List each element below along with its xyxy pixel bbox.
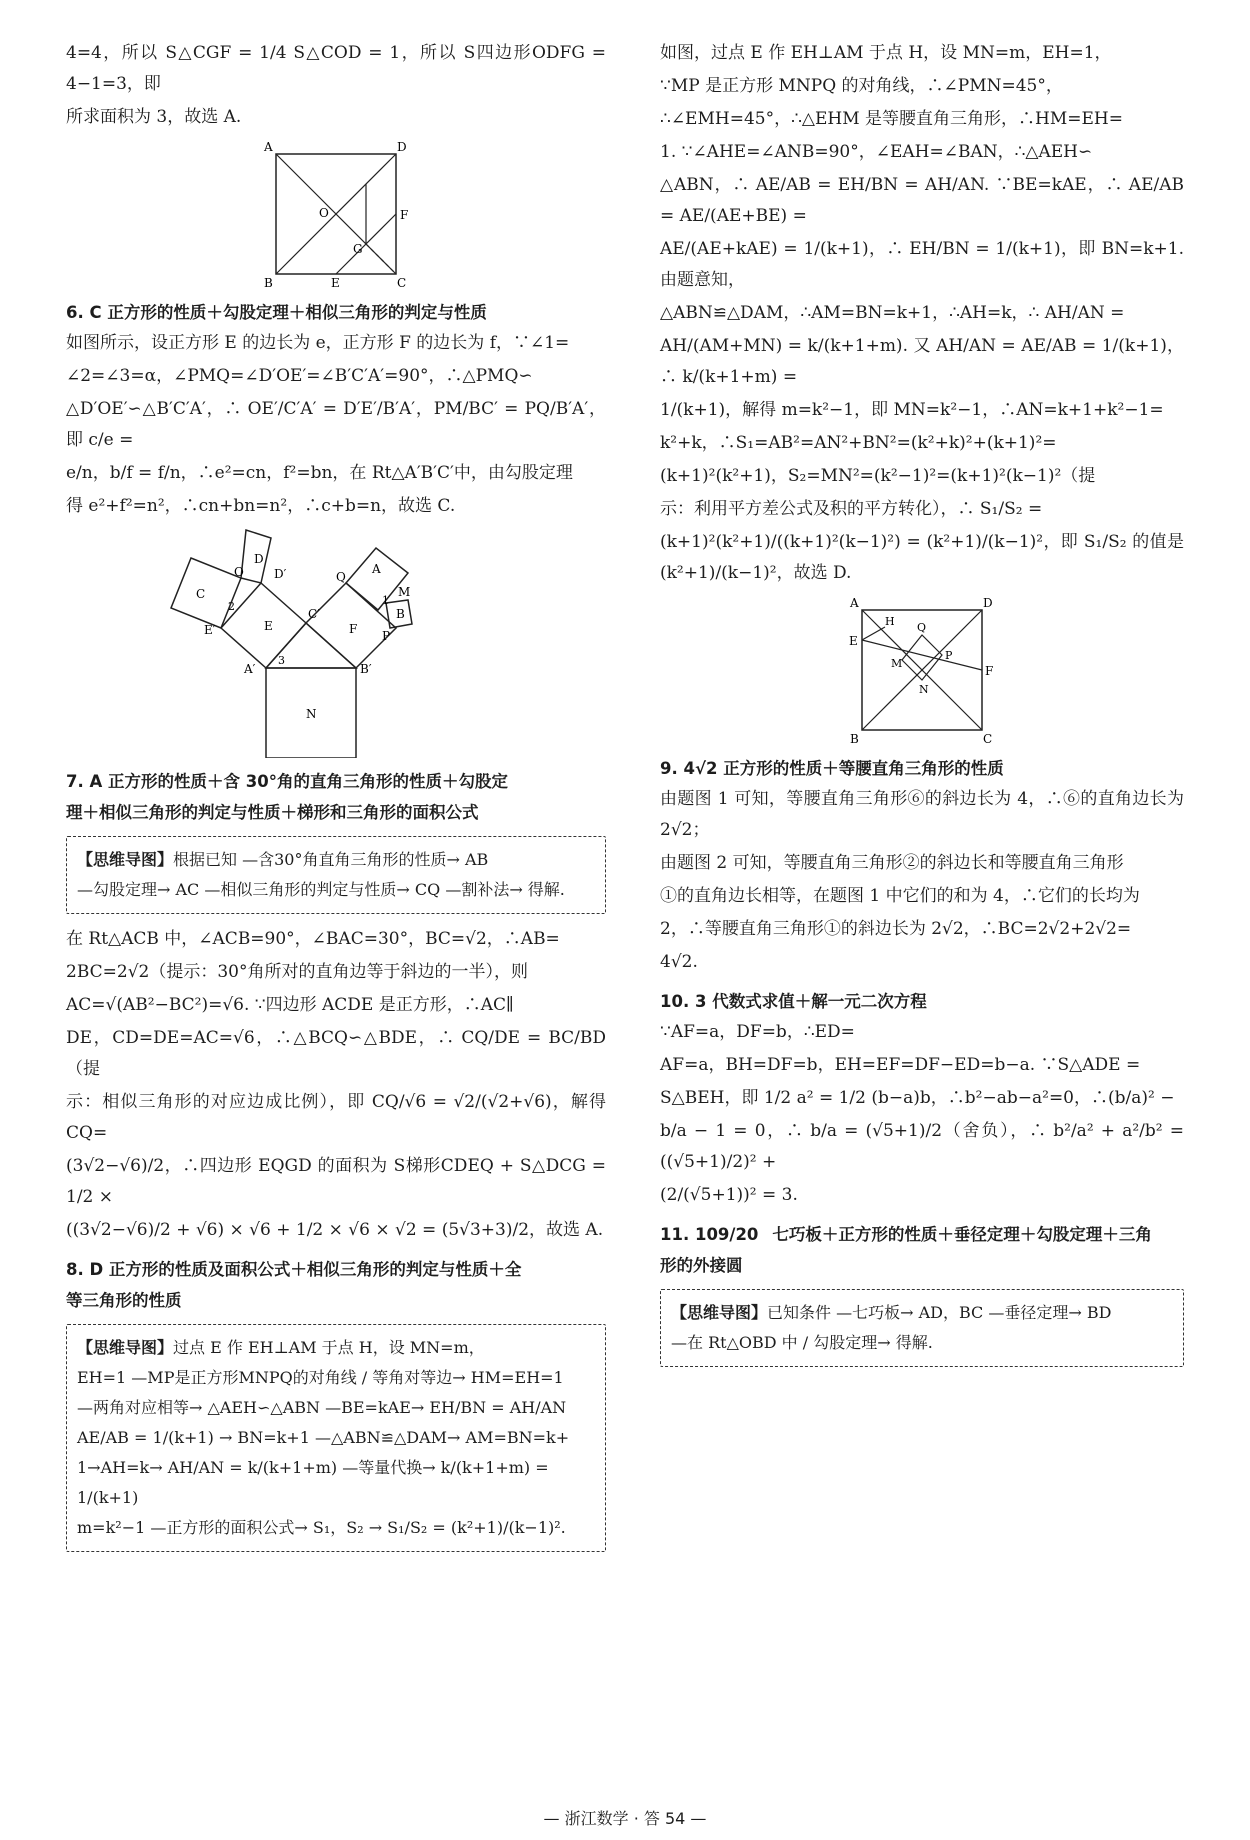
text-line: AC=√(AB²−BC²)=√6. ∵四边形 ACDE 是正方形，∴AC∥ <box>66 995 514 1015</box>
label-n: N <box>306 707 317 721</box>
label-h: H <box>885 615 895 628</box>
text-line: △ABN≌△DAM，∴AM=BN=k+1，∴AH=k，∴ AH/AN = <box>660 303 1125 323</box>
label-f: F <box>349 622 358 636</box>
text-line: 如图所示，设正方形 E 的边长为 e，正方形 F 的边长为 f，∵∠1= <box>66 333 570 353</box>
text-line: 由题图 2 可知，等腰直角三角形②的斜边长和等腰直角三角形 <box>660 853 1124 873</box>
label-bprime: B′ <box>360 662 372 676</box>
label-c: C <box>983 732 993 745</box>
text-line: 示：相似三角形的对应边成比例），即 CQ/√6 = √2/(√2+√6)，解得 CQ= <box>66 1092 606 1143</box>
text-line: 如图，过点 E 作 EH⊥AM 于点 H，设 MN=m，EH=1， <box>660 43 1112 63</box>
text-line: ∵AF=a，DF=b，∴ED= <box>660 1022 855 1042</box>
text-line: 2BC=2√2（提示：30°角所对的直角边等于斜边的一半），则 <box>66 962 528 982</box>
label-a: A <box>264 140 273 154</box>
figure-pythagoras-squares <box>146 528 526 758</box>
label-q: Q <box>917 621 927 634</box>
label-aprime: A′ <box>244 662 256 676</box>
text-line: e/n，b/f = f/n，∴e²=cn，f²=bn，在 Rt△A′B′C′中，由勾股定理 <box>66 463 573 483</box>
label-d: D <box>983 596 993 610</box>
q8-heading-cont: 等三角形的性质 <box>66 1291 182 1310</box>
mind-map-line: 根据已知 —含30°角直角三角形的性质→ AB <box>173 850 489 869</box>
q7-heading: 7. A 正方形的性质＋含 30°角的直角三角形的性质＋勾股定 <box>66 772 508 791</box>
q7-heading-cont: 理＋相似三角形的判定与性质＋梯形和三角形的面积公式 <box>66 803 479 822</box>
text-line: ∵MP 是正方形 MNPQ 的对角线，∴∠PMN=45°， <box>660 76 1063 96</box>
label-dprime: D′ <box>274 567 287 581</box>
text-line: 由题图 1 可知，等腰直角三角形⑥的斜边长为 4，∴⑥的直角边长为 2√2； <box>660 789 1184 840</box>
label-3: 3 <box>278 654 285 667</box>
label-d: D <box>397 140 407 154</box>
right-column <box>660 38 1184 1377</box>
mind-map-line: EH=1 —MP是正方形MNPQ的对角线 / 等角对等边→ HM=EH=1 <box>77 1368 564 1387</box>
label-f: F <box>400 208 409 222</box>
text-line: 4√2. <box>660 952 698 972</box>
label-o: O <box>319 206 329 220</box>
text-line: (2/(√5+1))² = 3. <box>660 1185 798 1205</box>
page-footer: — 浙江数学 · 答 54 — <box>543 1809 707 1828</box>
label-n: N <box>919 683 929 696</box>
text-line: k²+k，∴S₁=AB²=AN²+BN²=(k²+k)²+(k+1)²= <box>660 433 1057 453</box>
text-line: ∴∠EMH=45°，∴△EHM 是等腰直角三角形，∴HM=EH= <box>660 109 1123 129</box>
q8-mind-map <box>66 1324 606 1552</box>
q10-heading: 10. 3 代数式求值＋解一元二次方程 <box>660 992 927 1011</box>
mind-map-line: —勾股定理→ AC —相似三角形的判定与性质→ CQ —割补法→ 得解. <box>77 880 565 899</box>
q11-topics: 七巧板＋正方形的性质＋垂径定理＋勾股定理＋三角 <box>772 1225 1152 1244</box>
label-f: F <box>985 664 994 678</box>
mind-map-line: 1→AH=k→ AH/AN = k/(k+1+m) —等量代换→ k/(k+1+m) = 1/(k+1) <box>77 1458 549 1507</box>
text-line: 1. ∵∠AHE=∠ANB=90°，∠EAH=∠BAN，∴△AEH∽ <box>660 142 1093 162</box>
mind-map-title: 【思维导图】 <box>77 850 174 869</box>
text-line: 1/(k+1)，解得 m=k²−1，即 MN=k²−1，∴AN=k+1+k²−1= <box>660 400 1164 420</box>
label-d: D <box>254 552 264 566</box>
mind-map-line: —两角对应相等→ △AEH∽△ABN —BE=kAE→ EH/BN = AH/AN <box>77 1398 567 1417</box>
figure-square-mnpq <box>847 595 997 745</box>
text-line: (3√2−√6)/2，∴四边形 EQGD 的面积为 S梯形CDEQ + S△DCG = 1/2 × <box>66 1156 606 1207</box>
mind-map-line: 已知条件 —七巧板→ AD，BC —垂径定理→ BD <box>767 1303 1112 1322</box>
text-line: 得 e²+f²=n²，∴cn+bn=n²，∴c+b=n，故选 C. <box>66 496 456 516</box>
text-line: ①的直角边长相等，在题图 1 中它们的和为 4，∴它们的长均为 <box>660 886 1140 906</box>
label-a: A <box>850 596 859 610</box>
text-line: AF=a，BH=DF=b，EH=EF=DF−ED=b−a. ∵S△ADE = <box>660 1055 1141 1075</box>
text-line: 4=4，所以 S△CGF = 1/4 S△COD = 1，所以 S四边形ODFG = 4−1=3，即 <box>66 43 606 94</box>
label-p: P <box>945 649 953 662</box>
label-m: M <box>891 657 903 670</box>
label-p: P <box>382 629 391 643</box>
mind-map-title: 【思维导图】 <box>77 1338 174 1357</box>
label-c: C <box>196 587 206 601</box>
text-line: △D′OE′∽△B′C′A′，∴ OE′/C′A′ = D′E′/B′A′，PM/BC′ = PQ/B′A′，即 c/e = <box>66 399 606 450</box>
text-line: (k+1)²(k²+1)/((k+1)²(k−1)²) = (k²+1)/(k−1)²，即 S₁/S₂ 的值是 (k²+1)/(k−1)²，故选 D. <box>660 532 1184 583</box>
mind-map-title: 【思维导图】 <box>671 1303 768 1322</box>
label-o: O <box>234 565 244 579</box>
text-line: 所求面积为 3，故选 A. <box>66 107 242 127</box>
q11-mind-map <box>660 1289 1184 1367</box>
q11-number: 11. 109/20 <box>660 1225 759 1244</box>
mind-map-line: —在 Rt△OBD 中 / 勾股定理→ 得解. <box>671 1333 933 1352</box>
label-eprime: E′ <box>204 623 216 637</box>
q11-heading-cont: 形的外接圆 <box>660 1256 743 1275</box>
mind-map-line: 过点 E 作 EH⊥AM 于点 H，设 MN=m， <box>173 1338 485 1357</box>
text-line: ∠2=∠3=α，∠PMQ=∠D′OE′=∠B′C′A′=90°，∴△PMQ∽ <box>66 366 533 386</box>
text-line: S△BEH，即 1/2 a² = 1/2 (b−a)b，∴b²−ab−a²=0，∴(b/a)² − <box>660 1088 1175 1108</box>
text-line: AE/(AE+kAE) = 1/(k+1)，∴ EH/BN = 1/(k+1)，即 BN=k+1. 由题意知， <box>660 239 1184 290</box>
mind-map-line: AE/AB = 1/(k+1) → BN=k+1 —△ABN≌△DAM→ AM=BN=k+ <box>77 1428 570 1447</box>
text-line: 示：利用平方差公式及积的平方转化），∴ S₁/S₂ = <box>660 499 1043 519</box>
label-1: 1 <box>382 594 389 607</box>
label-b: B <box>264 276 273 289</box>
q11-heading <box>660 1219 1184 1250</box>
text-line: ((3√2−√6)/2 + √6) × √6 + 1/2 × √6 × √2 = (5√3+3)/2，故选 A. <box>66 1220 604 1240</box>
mind-map-line: m=k²−1 —正方形的面积公式→ S₁，S₂ → S₁/S₂ = (k²+1)/(k−1)². <box>77 1518 566 1537</box>
label-q: Q <box>336 570 346 584</box>
label-2: 2 <box>228 600 235 613</box>
text-line: (k+1)²(k²+1)，S₂=MN²=(k²−1)²=(k+1)²(k−1)²（提 <box>660 466 1096 486</box>
label-b: B <box>396 607 405 621</box>
left-column <box>66 38 606 1562</box>
label-a: A <box>372 562 381 576</box>
label-b: B <box>850 732 859 745</box>
q8-heading: 8. D 正方形的性质及面积公式＋相似三角形的判定与性质＋全 <box>66 1260 522 1279</box>
text-line: 在 Rt△ACB 中，∠ACB=90°，∠BAC=30°，BC=√2，∴AB= <box>66 929 560 949</box>
text-line: b/a − 1 = 0，∴ b/a = (√5+1)/2（舍负），∴ b²/a² + a²/b² = ((√5+1)/2)² + <box>660 1121 1184 1172</box>
label-e: E <box>264 619 273 633</box>
label-m: M <box>398 585 411 599</box>
text-line: AH/(AM+MN) = k/(k+1+m). 又 AH/AN = AE/AB = 1/(k+1)，∴ k/(k+1+m) = <box>660 336 1184 387</box>
q6-heading: 6. C 正方形的性质＋勾股定理＋相似三角形的判定与性质 <box>66 303 487 322</box>
q9-heading: 9. 4√2 正方形的性质＋等腰直角三角形的性质 <box>660 759 1004 778</box>
label-g: G <box>353 242 363 256</box>
label-e: E <box>331 276 340 289</box>
text-line: 2，∴等腰直角三角形①的斜边长为 2√2，∴BC=2√2+2√2= <box>660 919 1132 939</box>
q7-mind-map <box>66 836 606 914</box>
label-cprime: C′ <box>308 607 320 621</box>
text-line: △ABN，∴ AE/AB = EH/BN = AH/AN. ∵BE=kAE，∴ AE/AB = AE/(AE+BE) = <box>660 175 1184 226</box>
figure-square-odfg <box>261 139 411 289</box>
label-e: E <box>849 634 858 648</box>
label-c: C <box>397 276 407 289</box>
text-line: DE，CD=DE=AC=√6，∴△BCQ∽△BDE，∴ CQ/DE = BC/BD（提 <box>66 1028 606 1079</box>
